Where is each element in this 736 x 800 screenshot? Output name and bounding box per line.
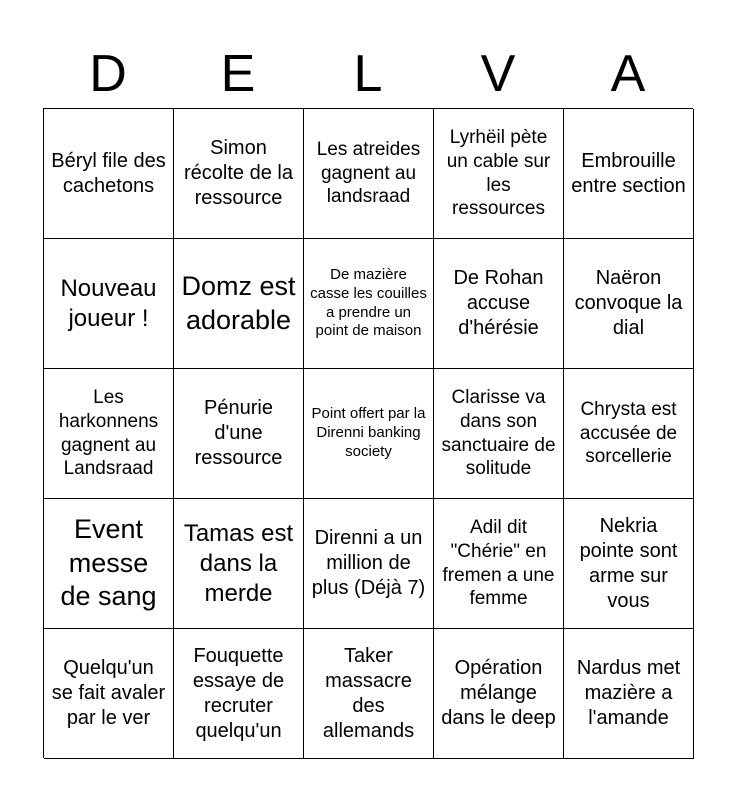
bingo-cell-r2c1[interactable] xyxy=(44,239,174,369)
cell-text: Les harkonnens gagnent au Landsraad xyxy=(58,387,159,480)
header-letter-e: E xyxy=(220,45,256,103)
cell-text: De Rohan accuse d'hérésie xyxy=(453,267,544,339)
bingo-cell-r1c1[interactable] xyxy=(44,109,174,239)
cell-text: Les atreides gagnent au landsraad xyxy=(316,138,421,208)
bingo-cell-r5c2[interactable] xyxy=(174,629,304,759)
cell-text: Direnni a un million de plus (Déjà 7) xyxy=(311,527,426,599)
cell-text: Pénurie d'une ressource xyxy=(194,397,283,469)
cell-text: Embrouille entre section xyxy=(571,149,686,197)
cell-text: Point offert par la Direnni banking society xyxy=(311,405,426,460)
bingo-cell-r3c2[interactable] xyxy=(174,369,304,499)
bingo-cell-r5c4[interactable] xyxy=(434,629,564,759)
bingo-cell-r2c2[interactable] xyxy=(174,239,304,369)
bingo-cell-r3c3[interactable] xyxy=(304,369,434,499)
bingo-cell-r4c1[interactable] xyxy=(44,499,174,629)
cell-text: Nekria pointe sont arme sur vous xyxy=(579,514,678,612)
bingo-cell-r5c5[interactable] xyxy=(564,629,694,759)
cell-text: Nardus met mazière a l'amande xyxy=(576,657,681,729)
bingo-cell-r5c3[interactable] xyxy=(304,629,434,759)
cell-text: Quelqu'un se fait avaler par le ver xyxy=(51,657,166,729)
bingo-cell-r2c4[interactable] xyxy=(434,239,564,369)
bingo-header xyxy=(43,40,693,108)
cell-text: Domz est adorable xyxy=(181,270,296,335)
cell-text: Naëron convoque la dial xyxy=(574,267,683,339)
bingo-cell-r2c5[interactable] xyxy=(564,239,694,369)
bingo-cell-r4c2[interactable] xyxy=(174,499,304,629)
cell-text: Simon récolte de la ressource xyxy=(184,137,293,209)
bingo-cell-r2c3[interactable] xyxy=(304,239,434,369)
bingo-cell-r1c3[interactable] xyxy=(304,109,434,239)
header-letter-l: L xyxy=(353,45,383,103)
bingo-cell-r4c3[interactable] xyxy=(304,499,434,629)
cell-text: Event messe de sang xyxy=(60,513,157,612)
cell-text: Adil dit "Chérie" en fremen a une femme xyxy=(442,517,555,610)
cell-text: Taker massacre des allemands xyxy=(322,644,415,742)
cell-text: Opération mélange dans le deep xyxy=(441,657,556,729)
cell-text: Tamas est dans la merde xyxy=(183,519,294,607)
cell-text: Nouveau joueur ! xyxy=(60,274,157,332)
cell-text: Fouquette essaye de recruter quelqu'un xyxy=(192,644,285,742)
bingo-cell-r3c4[interactable] xyxy=(434,369,564,499)
bingo-cell-r4c4[interactable] xyxy=(434,499,564,629)
bingo-cell-r3c1[interactable] xyxy=(44,369,174,499)
cell-text: Béryl file des cachetons xyxy=(51,149,166,197)
bingo-cell-r1c2[interactable] xyxy=(174,109,304,239)
cell-text: Lyrhëil pète un cable sur les ressources xyxy=(446,127,551,220)
header-letter-d: D xyxy=(89,45,127,103)
bingo-cell-r1c4[interactable] xyxy=(434,109,564,239)
cell-text: Clarisse va dans son sanctuaire de solitude xyxy=(441,387,556,480)
bingo-cell-r1c5[interactable] xyxy=(564,109,694,239)
cell-text: De mazière casse les couilles a prendre un point de maison xyxy=(310,266,427,340)
cell-text: Chrysta est accusée de sorcellerie xyxy=(579,398,678,468)
header-letter-a: A xyxy=(610,45,646,103)
bingo-grid xyxy=(43,108,693,758)
bingo-cell-r4c5[interactable] xyxy=(564,499,694,629)
bingo-cell-r5c1[interactable] xyxy=(44,629,174,759)
bingo-cell-r3c5[interactable] xyxy=(564,369,694,499)
header-letter-v: V xyxy=(480,45,516,103)
